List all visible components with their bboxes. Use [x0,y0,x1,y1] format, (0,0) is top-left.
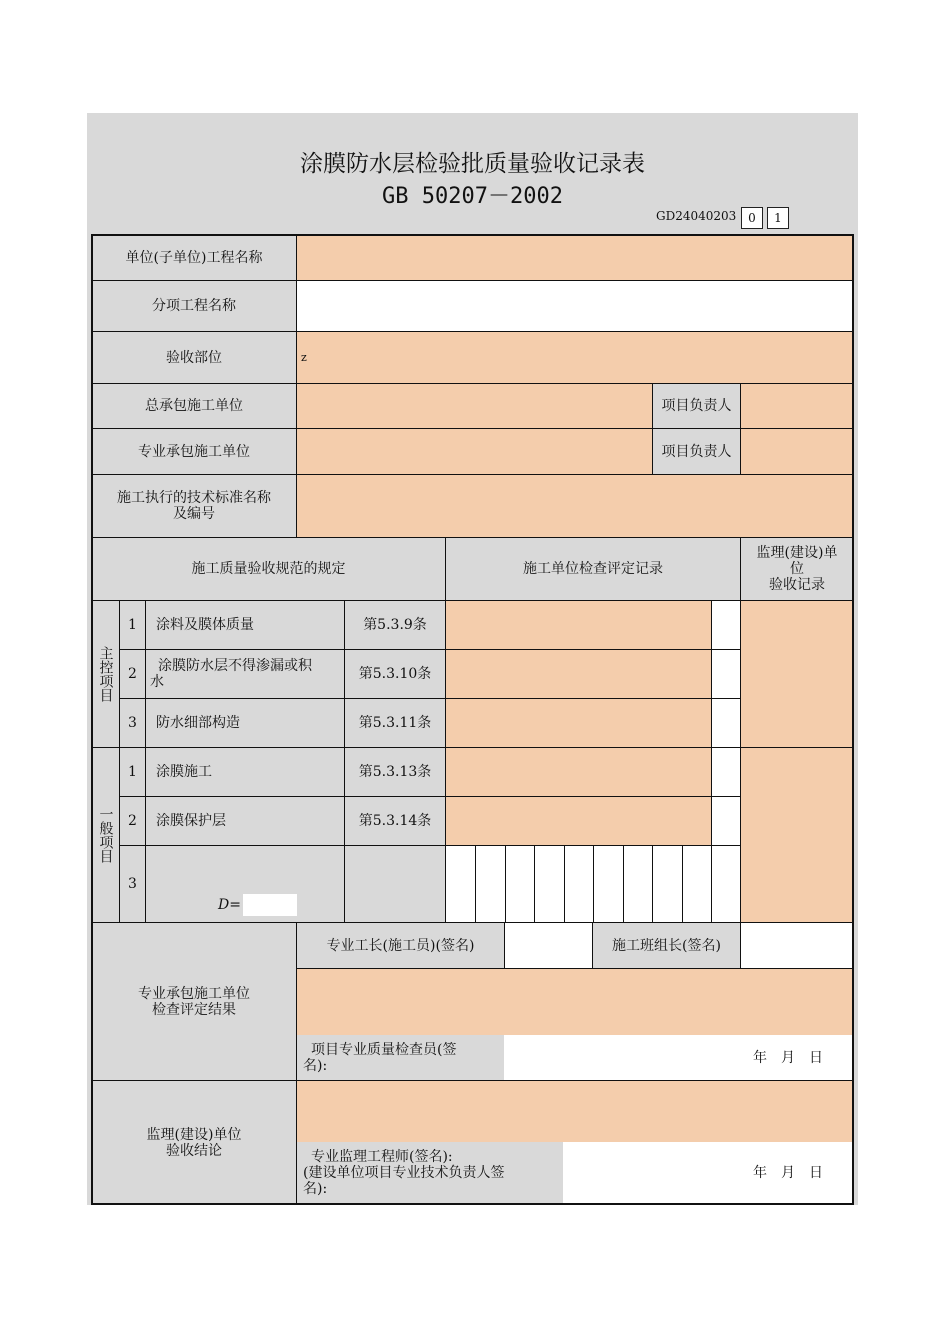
supervision-result-label-line1: 监理(建设)单位 [146,1126,242,1143]
general-item-1-name: 涂膜施工 [145,747,345,797]
measure-cell[interactable] [593,845,624,923]
general-item-2-clause: 第5.3.14条 [344,796,446,846]
measure-cell[interactable] [505,845,535,923]
measure-cell[interactable] [445,845,476,923]
main-items-group-label: 主控项目 [97,646,114,702]
main-item-2-name [145,649,345,699]
general-item-1-no: 1 [119,747,146,797]
contractor-result-label-line1: 专业承包施工单位 [138,985,250,1002]
inspector-signature-date[interactable] [504,1035,854,1081]
form-title: 涂膜防水层检验批质量验收记录表 [300,151,645,177]
general-item-3-no: 3 [119,845,146,923]
engineer-label-line3: 名): [303,1181,328,1197]
general-items-group [91,747,120,923]
supervision-header-line2: 位 [790,561,804,577]
general-item-1-mark[interactable] [711,747,741,797]
engineer-label-line2: (建设单位项目专业技术负责人签 [303,1165,505,1181]
supervision-result-input[interactable] [296,1080,854,1143]
supervision-header-line1: 监理(建设)单 [756,545,838,561]
contractor-result-label [91,922,297,1081]
measure-cell[interactable] [564,845,594,923]
main-item-3-mark[interactable] [711,698,741,748]
code-box-1[interactable]: 0 [741,207,763,229]
spec-header: 施工质量验收规范的规定 [91,537,446,601]
supervision-result-label-line2: 验收结论 [166,1142,222,1159]
main-item-2-clause: 第5.3.10条 [344,649,446,699]
record-header: 施工单位检查评定记录 [445,537,741,601]
inspector-label-line2: 名): [303,1057,328,1074]
main-item-2-name-line2: 水 [150,674,164,690]
sub-project-name-label: 分项工程名称 [91,280,297,332]
inspection-part-label: 验收部位 [91,331,297,384]
d-value-input[interactable] [243,894,297,916]
general-items-supervision[interactable] [740,747,854,923]
measure-cell[interactable] [475,845,506,923]
main-item-1-record[interactable] [445,600,712,650]
main-items-group [91,600,120,748]
main-item-1-mark[interactable] [711,600,741,650]
general-item-2-record[interactable] [445,796,712,846]
form-code: GD24040203 [656,209,737,223]
technical-standard-input[interactable] [296,474,854,538]
technical-standard-label [91,474,297,538]
main-item-1-no: 1 [119,600,146,650]
project-manager-label-2: 项目负责人 [652,428,741,475]
supervision-result-label [91,1080,297,1205]
project-manager-input-1[interactable] [740,383,854,429]
engineer-label-line1: 专业监理工程师(签名): [311,1149,453,1165]
contractor-result-label-line2: 检查评定结果 [152,1001,236,1018]
d-label: D= [218,897,241,913]
main-items-supervision[interactable] [740,600,854,748]
measure-cell[interactable] [682,845,712,923]
inspection-part-input[interactable]: z [296,331,854,384]
general-item-2-name: 涂膜保护层 [145,796,345,846]
unit-project-name-input[interactable] [296,234,854,281]
unit-project-name-label: 单位(子单位)工程名称 [91,234,297,281]
engineer-signature-date[interactable] [563,1142,854,1205]
main-item-2-record[interactable] [445,649,712,699]
code-box-2[interactable]: 1 [767,207,789,229]
contractor-result-input[interactable] [296,968,854,1036]
technical-standard-label-line2: 及编号 [173,506,215,522]
sub-project-name-input[interactable] [296,280,854,332]
general-contractor-input[interactable] [296,383,653,429]
main-item-3-record[interactable] [445,698,712,748]
measure-cell[interactable] [711,845,741,923]
measure-cell[interactable] [534,845,565,923]
specialty-contractor-input[interactable] [296,428,653,475]
general-items-group-label: 一般项目 [97,807,114,863]
main-item-3-clause: 第5.3.11条 [344,698,446,748]
general-item-3-clause [344,845,446,923]
project-manager-label-1: 项目负责人 [652,383,741,429]
team-leader-label: 施工班组长(签名) [592,922,741,969]
general-item-1-clause: 第5.3.13条 [344,747,446,797]
general-item-2-no: 2 [119,796,146,846]
team-leader-signature[interactable] [740,922,854,969]
inspector-label-line1: 项目专业质量检查员(签 [311,1041,457,1058]
project-manager-input-2[interactable] [740,428,854,475]
main-item-2-mark[interactable] [711,649,741,699]
technical-standard-label-line1: 施工执行的技术标准名称 [117,490,271,506]
specialty-contractor-label: 专业承包施工单位 [91,428,297,475]
standard-number: GB 50207－2002 [382,184,563,209]
foreman-signature[interactable] [504,922,593,969]
main-item-2-name-line1: 涂膜防水层不得渗漏或积 [158,658,312,674]
measure-cell[interactable] [623,845,653,923]
inspector-label [296,1035,505,1081]
general-item-1-record[interactable] [445,747,712,797]
foreman-label: 专业工长(施工员)(签名) [296,922,505,969]
general-item-2-mark[interactable] [711,796,741,846]
supervision-header-line3: 验收记录 [769,577,825,593]
main-item-1-name: 涂料及膜体质量 [145,600,345,650]
inspector-date: 年 月 日 [753,1049,823,1066]
main-item-3-no: 3 [119,698,146,748]
measure-cell[interactable] [652,845,683,923]
main-item-1-clause: 第5.3.9条 [344,600,446,650]
general-contractor-label: 总承包施工单位 [91,383,297,429]
main-item-2-no: 2 [119,649,146,699]
main-item-3-name: 防水细部构造 [145,698,345,748]
engineer-label [296,1142,564,1205]
engineer-date: 年 月 日 [753,1165,823,1181]
supervision-header [740,537,854,601]
